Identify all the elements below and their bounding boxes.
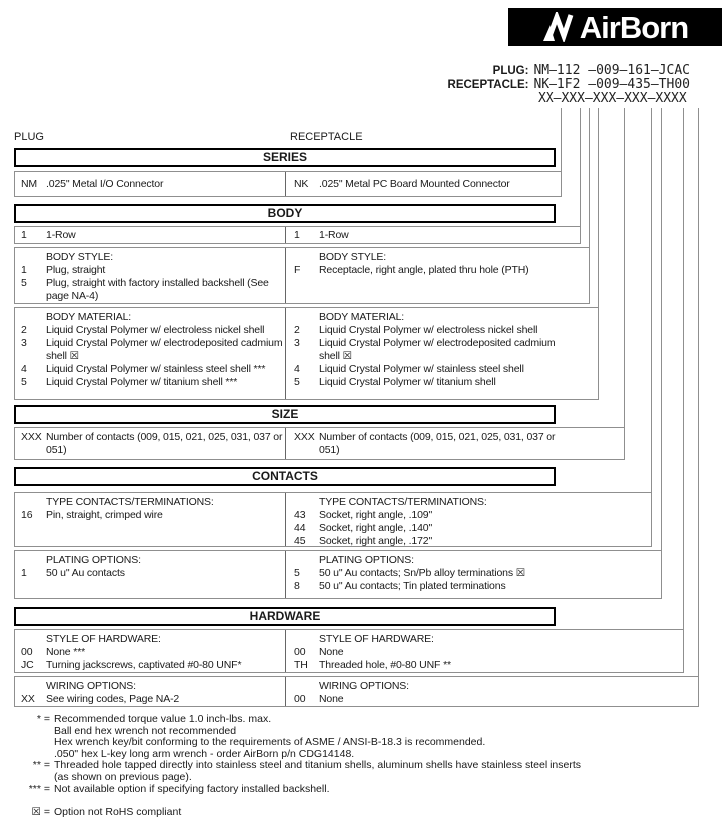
option-code: 2 [294,324,300,336]
option-text: None *** [46,646,86,658]
option-text: Number of contacts (009, 015, 021, 025, 031, 037 or 051) [319,431,556,456]
option-row [286,178,561,191]
body-section-bar: BODY [14,204,556,223]
option-code: TH [294,659,308,671]
option-text: Liquid Crystal Polymer w/ electrodeposited cadmium shell ☒ [319,337,556,362]
option-code: 5 [21,277,27,289]
option-row [286,324,598,337]
part-number-mask-row [330,92,690,106]
logo-text: AirBorn [579,9,689,45]
airborn-logo [508,8,722,46]
option-code: 43 [294,509,306,521]
option-text: Number of contacts (009, 015, 021, 025, 031, 037 or 051) [46,431,283,456]
rohs-legend [14,806,181,818]
option-row [15,178,285,191]
option-text: Pin, straight, crimped wire [46,509,163,521]
plug-label: PLUG: [492,65,529,77]
plug-part-number: NM–112 –009–161–JCAC [533,63,690,78]
option-row [15,509,285,522]
rohs-text: Option not RoHS compliant [54,806,182,818]
connector-line-body-row [580,108,581,244]
option-row [15,376,285,389]
option-code: NM [21,178,38,190]
plug-part-number-row [330,64,690,78]
option-row [286,363,598,376]
option-text: 50 u" Au contacts [46,567,125,579]
option-code: XX [21,693,35,705]
footnote-marker: * = [36,713,50,725]
airborn-mark-icon [542,12,576,42]
option-text: None [319,646,344,658]
connector-line-wiring [698,108,699,707]
plug-column-header: PLUG [14,131,44,143]
mask-label-spacer [330,92,533,106]
hardware-section-bar: HARDWARE [14,607,556,626]
option-code: 45 [294,535,306,547]
option-code: NK [294,178,309,190]
receptacle-part-number-row [330,78,690,92]
connector-line-hardware-style [683,108,684,673]
option-code: 4 [294,363,300,375]
option-text: Socket, right angle, .109" [319,509,433,521]
option-group-header: WIRING OPTIONS: [46,680,136,692]
option-text: Receptacle, right angle, plated thru hole (PTH) [319,264,529,276]
option-group-header: BODY STYLE: [319,251,387,263]
body-row-block [14,226,581,244]
footnote-line [14,714,694,726]
size-block [14,427,625,460]
option-row [15,277,285,303]
connector-line-contacts-type [651,108,652,547]
option-text: Liquid Crystal Polymer w/ electroless nickel shell [319,324,538,336]
option-text: See wiring codes, Page NA-2 [46,693,180,705]
option-row [286,264,589,277]
option-group-header: BODY STYLE: [46,251,114,263]
option-text: 1-Row [46,229,76,241]
option-row [286,659,683,672]
body-style-block [14,247,590,304]
footnote-text: Recommended torque value 1.0 inch-lbs. max. [54,713,272,725]
option-text: Plug, straight with factory installed backshell (See page NA-4) [46,277,269,302]
option-group-header: PLATING OPTIONS: [319,554,414,566]
option-row [15,324,285,337]
contacts-section-bar: CONTACTS [14,467,556,486]
receptacle-label: RECEPTACLE: [447,79,529,91]
option-code: XXX [294,431,315,443]
option-row [286,337,598,363]
option-row [15,659,285,672]
footnotes [14,714,694,795]
option-group-header: TYPE CONTACTS/TERMINATIONS: [319,496,487,508]
footnote-text: Threaded hole tapped directly into stainless steel and titanium shells, aluminum shells have stainless steel inserts (as shown on previous page). [54,759,582,783]
option-group-header: TYPE CONTACTS/TERMINATIONS: [46,496,214,508]
rohs-symbol: ☒ = [31,806,50,818]
body-material-block [14,307,599,400]
option-text: Socket, right angle, .172" [319,535,433,547]
option-row [15,264,285,277]
option-code: 4 [21,363,27,375]
option-code: F [294,264,301,276]
option-row [286,693,698,706]
option-code: 00 [21,646,33,658]
option-group-header: BODY MATERIAL: [46,311,132,323]
option-row [15,431,285,457]
receptacle-column-header: RECEPTACLE [290,131,363,143]
option-row [286,431,624,457]
size-section-bar: SIZE [14,405,556,424]
option-code: 5 [294,567,300,579]
hardware-style-block [14,629,684,673]
footnote-text: Ball end hex wrench not recommended [54,724,237,737]
option-text: .025" Metal I/O Connector [46,178,164,190]
option-group-header: WIRING OPTIONS: [319,680,409,692]
option-row [286,580,661,593]
option-text: Threaded hole, #0-80 UNF ** [319,659,451,671]
footnote-line [14,784,694,796]
option-text: Liquid Crystal Polymer w/ titanium shell [319,376,496,388]
option-group-header: BODY MATERIAL: [319,311,405,323]
footnote-marker [14,737,50,749]
option-code: 1 [294,229,300,241]
option-text: Liquid Crystal Polymer w/ electrodeposited cadmium shell ☒ [46,337,283,362]
option-code: 44 [294,522,306,534]
option-row [286,376,598,389]
option-text: 50 u" Au contacts; Tin plated terminations [319,580,506,592]
option-code: 16 [21,509,33,521]
option-code: 3 [21,337,27,349]
option-row [15,337,285,363]
option-row [286,646,683,659]
option-code: 00 [294,693,306,705]
series-section-bar: SERIES [14,148,556,167]
option-row [15,363,285,376]
option-row [286,509,651,522]
footnote-text: .050" hex L-key long arm wrench - order AirBorn p/n CDG14148. [54,747,355,760]
series-row-block [14,171,562,197]
option-row [15,229,285,242]
option-code: 3 [294,337,300,349]
option-group-header: PLATING OPTIONS: [46,554,141,566]
option-text: 50 u" Au contacts; Sn/Pb alloy terminations ☒ [319,567,526,579]
footnote-marker: *** = [28,782,50,795]
footnote-marker [14,726,50,738]
option-code: 1 [21,567,27,579]
option-text: Socket, right angle, .140" [319,522,433,534]
option-code: 1 [21,264,27,276]
option-row [286,229,580,242]
part-number-mask: XX–XXX–XXX–XXX–XXXX [538,91,687,106]
wiring-options-block [14,676,699,707]
option-group-header: STYLE OF HARDWARE: [319,633,434,645]
footnote-text: Hex wrench key/bit conforming to the requirements of ASME / ANSI-B-18.3 is recommended. [54,736,486,749]
option-text: 1-Row [319,229,349,241]
option-text: Liquid Crystal Polymer w/ electroless nickel shell [46,324,265,336]
option-code: 8 [294,580,300,592]
option-text: Liquid Crystal Polymer w/ stainless steel shell *** [46,363,266,375]
option-code: 5 [21,376,27,388]
option-code: 2 [21,324,27,336]
option-code: 00 [294,646,306,658]
option-code: JC [21,659,34,671]
footnote-line [14,760,694,783]
plating-options-block [14,550,662,599]
option-text: .025" Metal PC Board Mounted Connector [319,178,510,190]
option-text: None [319,693,344,705]
option-group-header: STYLE OF HARDWARE: [46,633,161,645]
connector-line-plating [661,108,662,599]
option-row [15,693,285,706]
connector-line-size [624,108,625,460]
option-text: Turning jackscrews, captivated #0-80 UNF* [46,659,242,671]
footnote-text: Not available option if specifying factory installed backshell. [54,782,330,795]
option-code: XXX [21,431,42,443]
option-row [15,646,285,659]
option-text: Liquid Crystal Polymer w/ titanium shell *** [46,376,238,388]
option-row [15,567,285,580]
contacts-type-block [14,492,652,547]
option-code: 1 [21,229,27,241]
option-row [286,535,651,548]
option-row [286,567,661,580]
option-code: 5 [294,376,300,388]
footnote-marker: ** = [32,759,50,772]
receptacle-part-number: NK–1F2 –009–435–TH00 [533,77,690,92]
option-row [286,522,651,535]
option-text: Liquid Crystal Polymer w/ stainless steel shell [319,363,524,375]
option-text: Plug, straight [46,264,106,276]
